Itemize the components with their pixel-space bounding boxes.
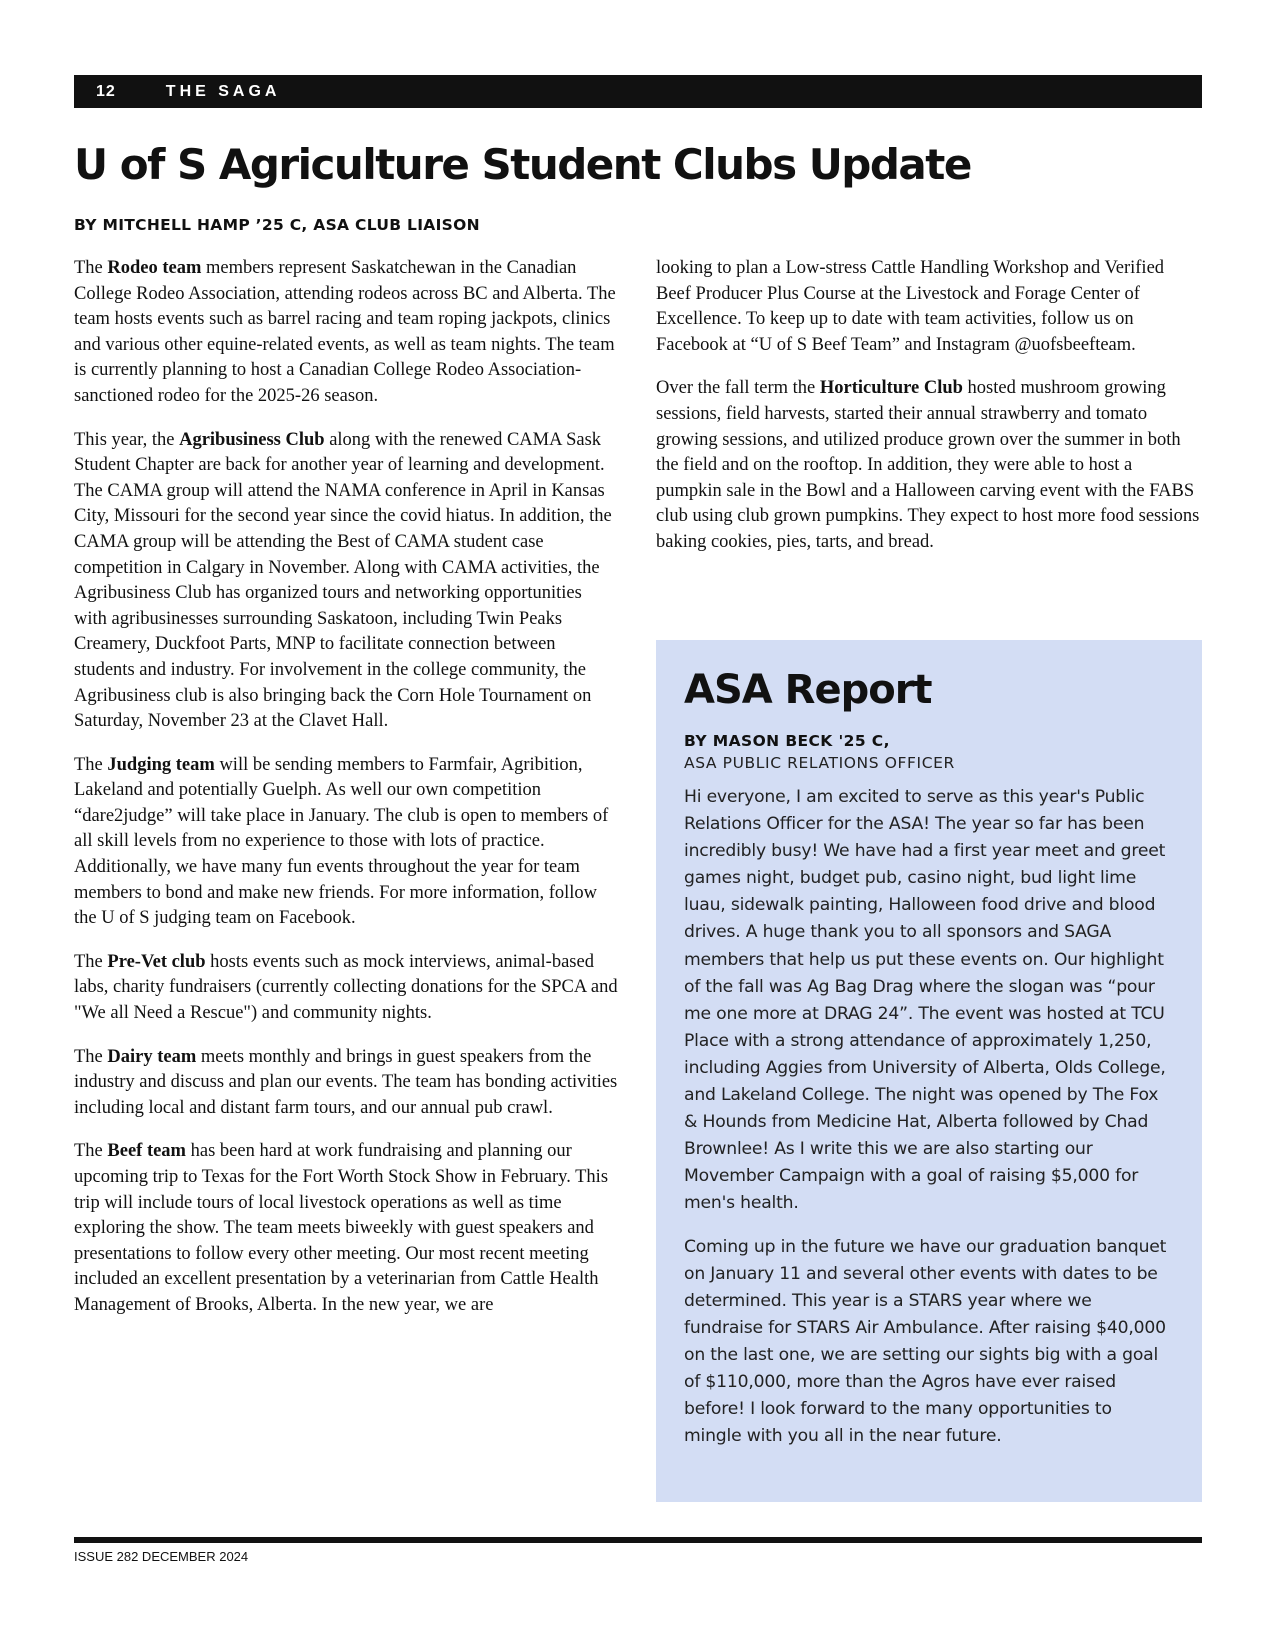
article-column-left [74, 256, 619, 1337]
publication-name: THE SAGA [165, 82, 281, 100]
paragraph-rodeo-team: The Rodeo team members represent Saskatchewan in the Canadian College Rodeo Association, attending rodeos across BC and Alberta. The team hosts events such as barrel racing and team roping jackpots, clinics and various other equine-related events, as well as team nights. The team is currently planning to host a Canadian College Rodeo Association-sanctioned rodeo for the 2025-26 season. [74, 258, 616, 406]
page-header-bar [74, 75, 1202, 108]
asa-report-author-role: ASA PUBLIC RELATIONS OFFICER [684, 754, 955, 772]
asa-report-title: ASA Report [684, 667, 932, 713]
paragraph-horticulture-club: Over the fall term the Horticulture Club hosted mushroom growing sessions, field harvests, started their annual strawberry and tomato growing sessions, and utilized produce grown over the summer in both the field and on the rooftop. In addition, they were able to host a pumpkin sale in the Bowl and a Halloween carving event with the FABS club using club grown pumpkins. They expect to host more food sessions baking cookies, pies, tarts, and bread. [656, 378, 1200, 552]
paragraph-judging-team: The Judging team will be sending members to Farmfair, Agribition, Lakeland and potentially Guelph. As well our own competition “dare2judge” will take place in January. The club is open to members of all skill levels from no experience to those with lots of practice. Additionally, we have many fun events throughout the year for team members to bond and make new friends. For more information, follow the U of S judging team on Facebook. [74, 754, 609, 929]
asa-report-byline: BY MASON BECK '25 C, [684, 732, 890, 750]
club-name-beef: Beef team [107, 1141, 186, 1162]
club-name-rodeo: Rodeo team [107, 258, 202, 278]
club-name-agribusiness: Agribusiness Club [179, 429, 325, 450]
asa-report-sidebar [656, 640, 1202, 1502]
article-column-right [656, 256, 1202, 574]
club-name-prevet: Pre-Vet club [107, 951, 206, 972]
article-title: U of S Agriculture Student Clubs Update [74, 140, 971, 189]
asa-report-paragraph: Coming up in the future we have our graduation banquet on January 11 and several other events with dates to be determined. This year is a STARS year where we fundraise for STARS Air Ambulance. After raising $40,000 on the last one, we are setting our sights big with a goal of $110,000, more than the Agros have ever raised before! I look forward to the many opportunities to mingle with you all in the near future. [684, 1236, 1167, 1447]
article-byline: BY MITCHELL HAMP ’25 C, ASA CLUB LIAISON [74, 216, 480, 234]
footer-divider [74, 1537, 1202, 1543]
asa-report-body [684, 784, 1174, 1450]
club-name-judging: Judging team [107, 754, 215, 775]
club-name-dairy: Dairy team [107, 1046, 197, 1067]
paragraph-dairy-team: The Dairy team meets monthly and brings in guest speakers from the industry and discuss and plan our events. The team has bonding activities including local and distant farm tours, and our annual pub crawl. [74, 1046, 618, 1118]
paragraph-agribusiness-club: This year, the Agribusiness Club along with the renewed CAMA Sask Student Chapter are back for another year of learning and development. The CAMA group will attend the NAMA conference in April in Kansas City, Missouri for the second year since the covid hiatus. In addition, the CAMA group will be attending the Best of CAMA student case competition in Calgary in November. Along with CAMA activities, the Agribusiness Club has organized tours and networking opportunities with agribusinesses surrounding Saskatoon, including Twin Peaks Creamery, Duckfoot Parts, MNP to facilitate connection between students and industry. For involvement in the college community, the Agribusiness club is also bringing back the Corn Hole Tournament on Saturday, November 23 at the Clavet Hall. [74, 429, 612, 732]
club-name-horticulture: Horticulture Club [819, 378, 963, 399]
asa-report-paragraph: Hi everyone, I am excited to serve as this year's Public Relations Officer for the ASA! The year so far has been incredibly busy! We have had a first year meet and greet games night, budget pub, casino night, bud light lime luau, sidewalk painting, Halloween food drive and blood drives. A huge thank you to all sponsors and SAGA members that help us put these events on. Our highlight of the fall was Ag Bag Drag where the slogan was “pour me one more at DRAG 24”. The event was hosted at TCU Place with a strong attendance of approximately 1,250, including Aggies from University of Alberta, Olds College, and Lakeland College. The night was opened by The Fox & Hounds from Medicine Hat, Alberta followed by Chad Brownlee! As I write this we are also starting our Movember Campaign with a goal of raising $5,000 for men's health. [684, 787, 1166, 1214]
issue-footer: ISSUE 282 DECEMBER 2024 [74, 1549, 249, 1564]
page-number: 12 [96, 82, 116, 100]
paragraph-beef-team-continued: looking to plan a Low-stress Cattle Handling Workshop and Verified Beef Producer Plus Course at the Livestock and Forage Center of Excellence. To keep up to date with team activities, follow us on Facebook at “U of S Beef Team” and Instagram @uofsbeefteam. [656, 258, 1165, 355]
paragraph-prevet-club: The Pre-Vet club hosts events such as mock interviews, animal-based labs, charity fundraisers (currently collecting donations for the SPCA and "We all Need a Rescue") and community nights. [74, 951, 618, 1024]
paragraph-beef-team: The Beef team has been hard at work fundraising and planning our upcoming trip to Texas for the Fort Worth Stock Show in February. This trip will include tours of local livestock operations as well as time exploring the show. The team meets biweekly with guest speakers and presentations to follow every other meeting. Our most recent meeting included an excellent presentation by a veterinarian from Cattle Health Management of Brooks, Alberta. In the new year, we are [74, 1141, 609, 1315]
